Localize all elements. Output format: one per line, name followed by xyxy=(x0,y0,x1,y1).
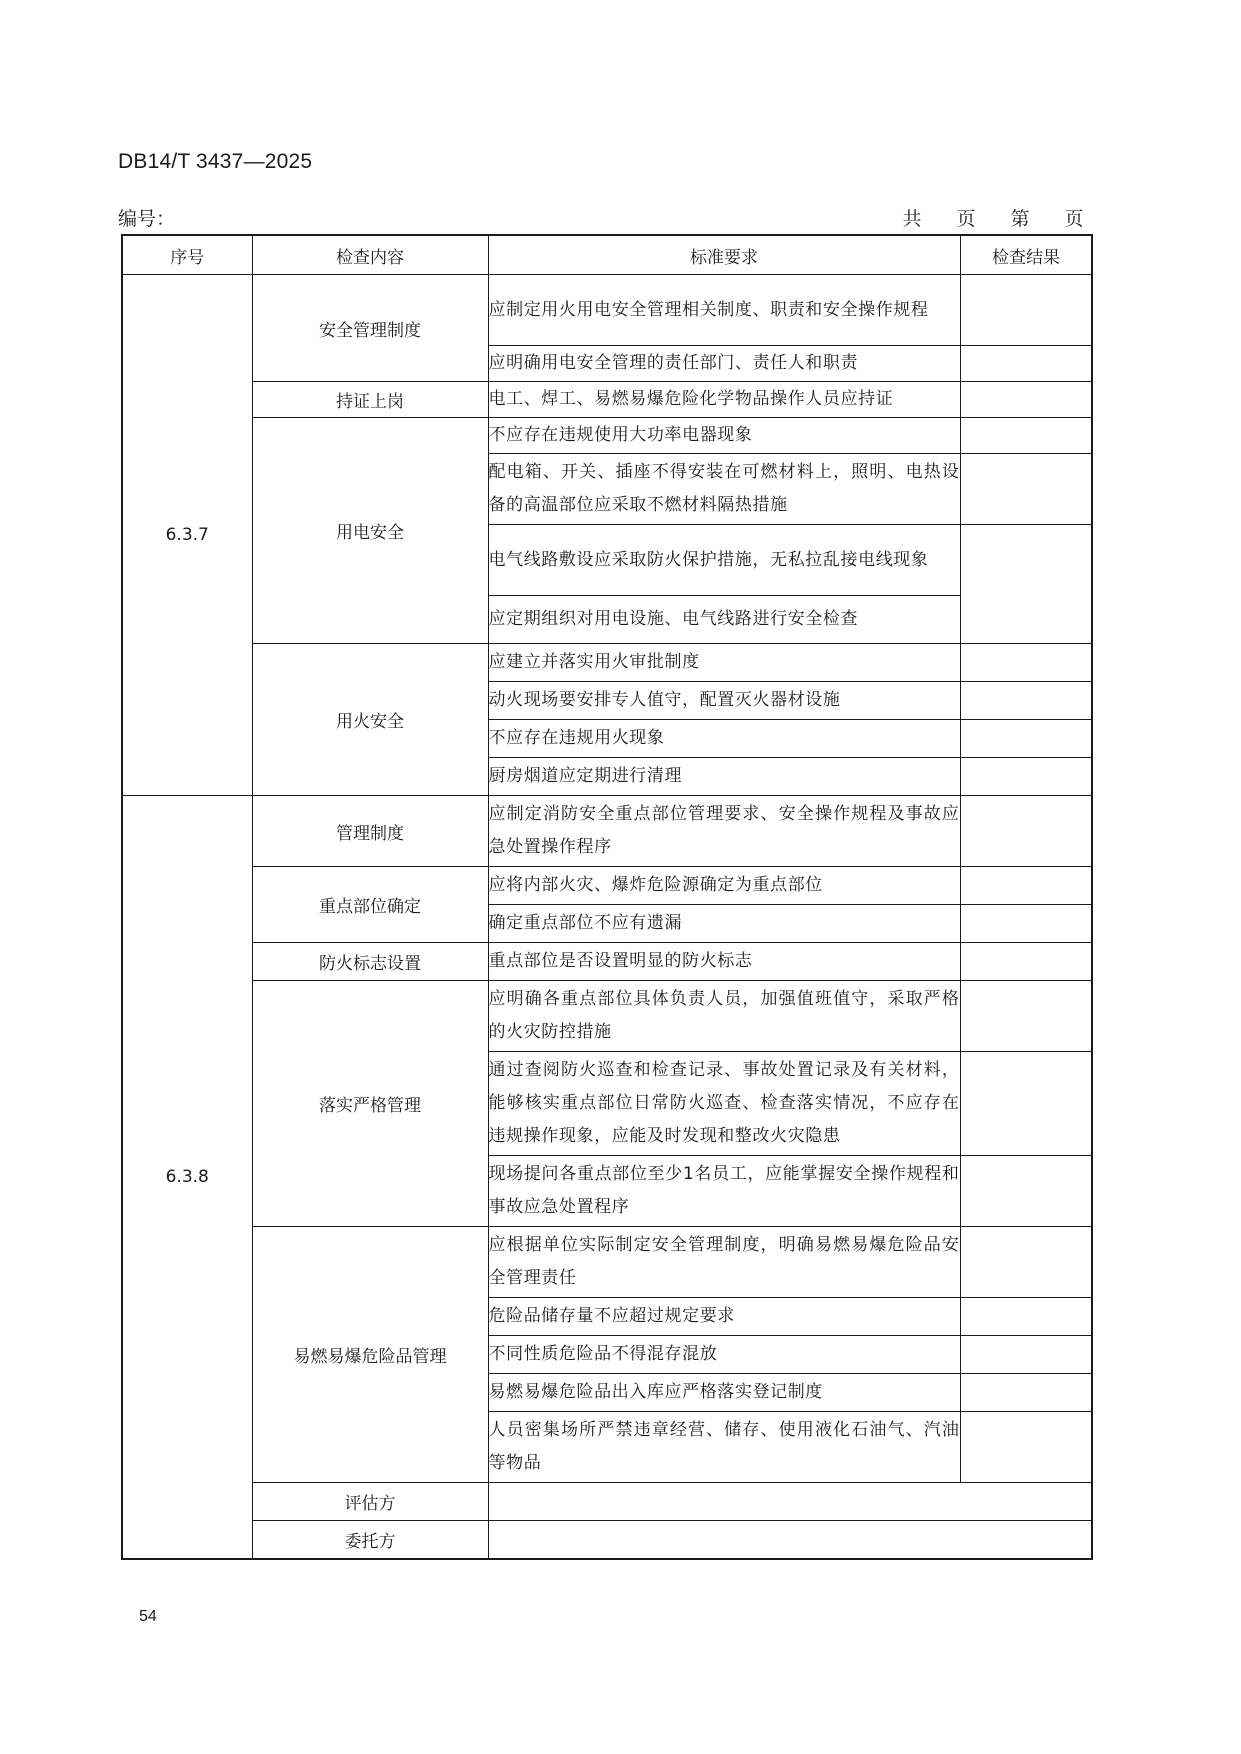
requirement-cell: 配电箱、开关、插座不得安装在可燃材料上，照明、电热设备的高温部位应采取不燃材料隔热措施 xyxy=(488,454,960,525)
result-cell[interactable] xyxy=(960,1052,1092,1156)
table-row xyxy=(122,382,1092,418)
result-cell[interactable] xyxy=(960,1374,1092,1412)
number-label: 编号： xyxy=(118,208,176,230)
result-cell[interactable] xyxy=(960,905,1092,943)
check-item: 用电安全 xyxy=(252,418,488,644)
requirement-cell: 重点部位是否设置明显的防火标志 xyxy=(488,943,960,981)
client-field[interactable] xyxy=(488,1521,1092,1559)
result-cell[interactable] xyxy=(960,525,1092,644)
table-header-row xyxy=(122,235,1092,275)
signature-row xyxy=(122,1483,1092,1521)
column-header-content: 检查内容 xyxy=(252,235,488,275)
column-header-requirement: 标准要求 xyxy=(488,235,960,275)
requirement-cell: 通过查阅防火巡查和检查记录、事故处置记录及有关材料，能够核实重点部位日常防火巡查、检查落实情况，不应存在违规操作现象，应能及时发现和整改火灾隐患 xyxy=(488,1052,960,1156)
requirement-cell: 电气线路敷设应采取防火保护措施，无私拉乱接电线现象 xyxy=(488,525,960,596)
requirement-cell: 应将内部火灾、爆炸危险源确定为重点部位 xyxy=(488,867,960,905)
result-cell[interactable] xyxy=(960,867,1092,905)
requirement-cell: 应定期组织对用电设施、电气线路进行安全检查 xyxy=(488,596,960,644)
page-info-current-label: 第 xyxy=(1010,208,1030,230)
page-number: 54 xyxy=(139,1608,157,1625)
page-info-total-unit: 页 xyxy=(956,208,976,230)
check-item: 持证上岗 xyxy=(252,382,488,418)
table-row xyxy=(122,275,1092,346)
result-cell[interactable] xyxy=(960,943,1092,981)
result-cell[interactable] xyxy=(960,346,1092,382)
requirement-cell: 厨房烟道应定期进行清理 xyxy=(488,758,960,796)
table-row xyxy=(122,418,1092,454)
requirement-cell: 不应存在违规使用大功率电器现象 xyxy=(488,418,960,454)
result-cell[interactable] xyxy=(960,275,1092,346)
result-cell[interactable] xyxy=(960,1156,1092,1227)
signature-row xyxy=(122,1521,1092,1559)
requirement-cell: 应明确用电安全管理的责任部门、责任人和职责 xyxy=(488,346,960,382)
table-row xyxy=(122,943,1092,981)
check-item: 落实严格管理 xyxy=(252,981,488,1227)
check-item: 易燃易爆危险品管理 xyxy=(252,1227,488,1483)
page-info-total-label: 共 xyxy=(902,208,922,230)
result-cell[interactable] xyxy=(960,454,1092,525)
requirement-cell: 电工、焊工、易燃易爆危险化学物品操作人员应持证 xyxy=(488,382,960,418)
check-item: 管理制度 xyxy=(252,796,488,867)
section-code: 6.3.7 xyxy=(122,275,252,796)
result-cell[interactable] xyxy=(960,644,1092,682)
assessor-label: 评估方 xyxy=(252,1483,488,1521)
requirement-cell: 应制定用火用电安全管理相关制度、职责和安全操作规程 xyxy=(488,275,960,346)
requirement-cell: 不同性质危险品不得混存混放 xyxy=(488,1336,960,1374)
table-row xyxy=(122,644,1092,682)
check-item: 重点部位确定 xyxy=(252,867,488,943)
requirement-cell: 应制定消防安全重点部位管理要求、安全操作规程及事故应急处置操作程序 xyxy=(488,796,960,867)
result-cell[interactable] xyxy=(960,758,1092,796)
result-cell[interactable] xyxy=(960,382,1092,418)
result-cell[interactable] xyxy=(960,981,1092,1052)
result-cell[interactable] xyxy=(960,418,1092,454)
result-cell[interactable] xyxy=(960,1298,1092,1336)
column-header-result: 检查结果 xyxy=(960,235,1092,275)
result-cell[interactable] xyxy=(960,1227,1092,1298)
table-row xyxy=(122,981,1092,1052)
section-code: 6.3.8 xyxy=(122,796,252,1559)
table-row xyxy=(122,796,1092,867)
assessor-field[interactable] xyxy=(488,1483,1092,1521)
page-info-current-unit: 页 xyxy=(1064,208,1084,230)
table-row xyxy=(122,1227,1092,1298)
inspection-table xyxy=(121,234,1093,1560)
requirement-cell: 确定重点部位不应有遗漏 xyxy=(488,905,960,943)
requirement-cell: 易燃易爆危险品出入库应严格落实登记制度 xyxy=(488,1374,960,1412)
requirement-cell: 应建立并落实用火审批制度 xyxy=(488,644,960,682)
requirement-cell: 危险品储存量不应超过规定要求 xyxy=(488,1298,960,1336)
client-label: 委托方 xyxy=(252,1521,488,1559)
column-header-index: 序号 xyxy=(122,235,252,275)
result-cell[interactable] xyxy=(960,796,1092,867)
requirement-cell: 人员密集场所严禁违章经营、储存、使用液化石油气、汽油等物品 xyxy=(488,1412,960,1483)
check-item: 安全管理制度 xyxy=(252,275,488,382)
result-cell[interactable] xyxy=(960,1336,1092,1374)
document-code: DB14/T 3437—2025 xyxy=(118,150,313,173)
requirement-cell: 应根据单位实际制定安全管理制度，明确易燃易爆危险品安全管理责任 xyxy=(488,1227,960,1298)
requirement-cell: 动火现场要安排专人值守，配置灭火器材设施 xyxy=(488,682,960,720)
page-info xyxy=(895,204,1091,231)
requirement-cell: 现场提问各重点部位至少1名员工，应能掌握安全操作规程和事故应急处置程序 xyxy=(488,1156,960,1227)
check-item: 防火标志设置 xyxy=(252,943,488,981)
result-cell[interactable] xyxy=(960,682,1092,720)
result-cell[interactable] xyxy=(960,720,1092,758)
table-row xyxy=(122,867,1092,905)
requirement-cell: 应明确各重点部位具体负责人员，加强值班值守，采取严格的火灾防控措施 xyxy=(488,981,960,1052)
requirement-cell: 不应存在违规用火现象 xyxy=(488,720,960,758)
check-item: 用火安全 xyxy=(252,644,488,796)
result-cell[interactable] xyxy=(960,1412,1092,1483)
